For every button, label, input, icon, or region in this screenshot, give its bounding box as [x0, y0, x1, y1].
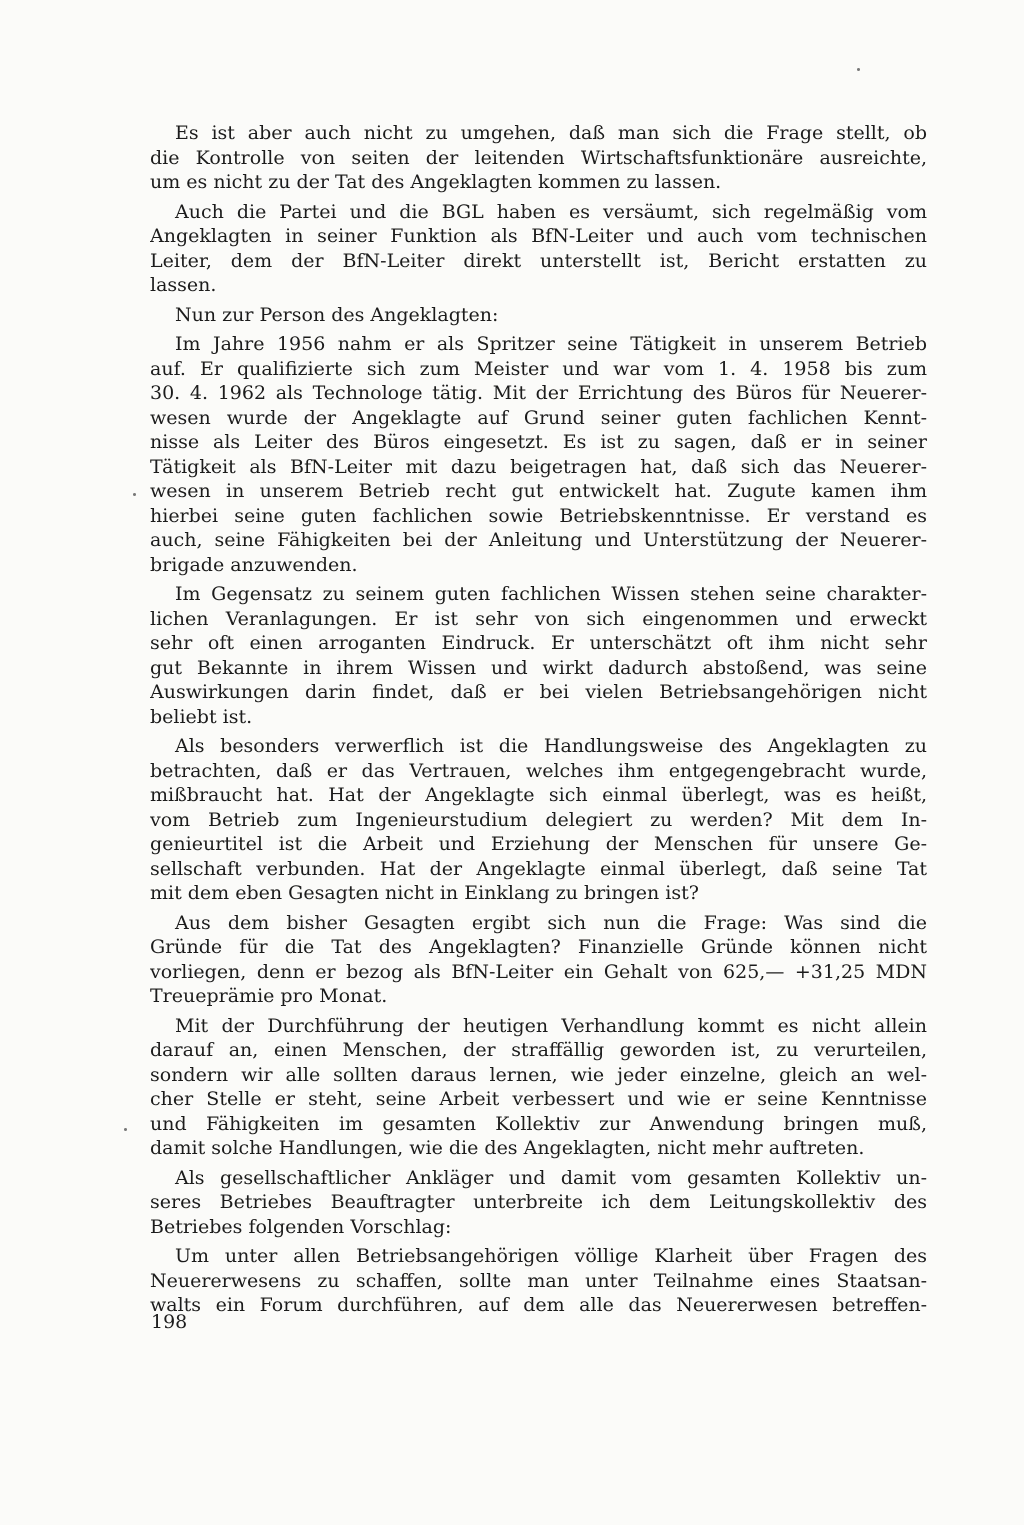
text-line: Im Gegensatz zu seinem guten fachlichen Wissen stehen seine charakter-	[175, 583, 927, 605]
paragraph	[150, 1244, 927, 1318]
text-line: um es nicht zu der Tat des Angeklagten kommen zu lassen.	[150, 171, 722, 193]
page-body	[150, 121, 927, 1323]
text-line: wesen wurde der Angeklagte auf Grund seiner guten fachlichen Kennt-	[150, 406, 927, 429]
paragraph	[150, 332, 927, 577]
text-line: auch, seine Fähigkeiten bei der Anleitung und Unterstützung der Neuerer-	[150, 529, 927, 551]
text-line: auf. Er qualifizierte sich zum Meister und war vom 1. 4. 1958 bis zum	[150, 357, 927, 380]
text-line: Aus dem bisher Gesagten ergibt sich nun die Frage: Was sind die	[175, 911, 927, 934]
text-line: betrachten, daß er das Vertrauen, welches ihm entgegengebracht wurde,	[150, 759, 927, 782]
text-line: Mit der Durchführung der heutigen Verhandlung kommt es nicht allein	[175, 1014, 927, 1037]
text-line: Betriebes folgenden Vorschlag:	[150, 1215, 452, 1238]
text-line: lassen.	[150, 274, 217, 296]
text-line: Auswirkungen darin findet, daß er bei vielen Betriebsangehörigen nicht	[150, 681, 927, 703]
scan-speck	[124, 1128, 127, 1131]
paragraph	[150, 1166, 927, 1240]
text-line: die Kontrolle von seiten der leitenden Wirtschaftsfunktionäre ausreichte,	[150, 146, 927, 169]
text-line: Angeklagten in seiner Funktion als BfN-Leiter und auch vom technischen	[150, 225, 927, 247]
paragraph	[150, 121, 927, 195]
paragraph	[150, 200, 927, 298]
text-line: Als gesellschaftlicher Ankläger und damit vom gesamten Kollektiv un-	[175, 1166, 927, 1189]
text-line: Neuererwesens zu schaffen, sollte man unter Teilnahme eines Staatsan-	[150, 1269, 927, 1292]
scan-speck	[857, 68, 860, 71]
paragraph	[150, 303, 927, 328]
text-line: Als besonders verwerflich ist die Handlungsweise des Angeklagten zu	[175, 735, 927, 757]
text-line: mit dem eben Gesagten nicht in Einklang zu bringen ist?	[150, 882, 699, 904]
text-line: beliebt ist.	[150, 705, 253, 728]
text-line: hierbei seine guten fachlichen sowie Betriebskenntnisse. Er verstand es	[150, 504, 927, 527]
text-line: vorliegen, denn er bezog als BfN-Leiter ein Gehalt von 625,— +31,25 MDN	[150, 960, 927, 983]
text-line: Es ist aber auch nicht zu umgehen, daß man sich die Frage stellt, ob	[175, 122, 927, 144]
text-line: walts ein Forum durchführen, auf dem alle das Neuererwesen betreffen-	[150, 1294, 927, 1316]
text-line: mißbraucht hat. Hat der Angeklagte sich einmal überlegt, was es heißt,	[150, 784, 927, 806]
text-line: Im Jahre 1956 nahm er als Spritzer seine Tätigkeit in unserem Betrieb	[175, 333, 927, 355]
text-line: Leiter, dem der BfN-Leiter direkt unterstellt ist, Bericht erstatten zu	[150, 249, 927, 272]
text-line: und Fähigkeiten im gesamten Kollektiv zur Anwendung bringen muß,	[150, 1112, 927, 1135]
paragraph	[150, 734, 927, 906]
text-line: Nun zur Person des Angeklagten:	[175, 303, 499, 326]
text-line: seres Betriebes Beauftragter unterbreite ich dem Leitungskollektiv des	[150, 1191, 927, 1213]
paragraph	[150, 582, 927, 729]
text-line: gut Bekannte in ihrem Wissen und wirkt dadurch abstoßend, was seine	[150, 656, 927, 679]
text-line: cher Stelle er steht, seine Arbeit verbessert und wie er seine Kenntnisse	[150, 1088, 927, 1110]
scan-speck	[133, 493, 136, 496]
text-line: Auch die Partei und die BGL haben es versäumt, sich regelmäßig vom	[175, 200, 927, 223]
text-line: darauf an, einen Menschen, der straffällig geworden ist, zu verurteilen,	[150, 1039, 927, 1061]
text-line: sellschaft verbunden. Hat der Angeklagte einmal überlegt, daß seine Tat	[150, 857, 927, 880]
text-line: Gründe für die Tat des Angeklagten? Finanzielle Gründe können nicht	[150, 936, 927, 958]
text-line: 30. 4. 1962 als Technologe tätig. Mit der Errichtung des Büros für Neuerer-	[150, 382, 927, 404]
text-line: brigade anzuwenden.	[150, 553, 358, 576]
text-line: genieurtitel ist die Arbeit und Erziehung der Menschen für unsere Ge-	[150, 833, 927, 855]
paragraph	[150, 911, 927, 1009]
text-line: lichen Veranlagungen. Er ist sehr von sich eingenommen und erweckt	[150, 607, 927, 630]
text-line: wesen in unserem Betrieb recht gut entwickelt hat. Zugute kamen ihm	[150, 480, 927, 502]
text-line: sehr oft einen arroganten Eindruck. Er unterschätzt oft ihm nicht sehr	[150, 632, 927, 654]
text-line: Treueprämie pro Monat.	[150, 985, 388, 1007]
text-line: nisse als Leiter des Büros eingesetzt. Es ist zu sagen, daß er in seiner	[150, 431, 927, 453]
paragraph	[150, 1014, 927, 1161]
text-line: sondern wir alle sollten daraus lernen, wie jeder einzelne, gleich an wel-	[150, 1063, 927, 1086]
text-line: vom Betrieb zum Ingenieurstudium delegiert zu werden? Mit dem In-	[150, 808, 927, 831]
text-line: damit solche Handlungen, wie die des Angeklagten, nicht mehr auftreten.	[150, 1137, 865, 1159]
text-line: Tätigkeit als BfN-Leiter mit dazu beigetragen hat, daß sich das Neuerer-	[150, 455, 927, 478]
text-line: Um unter allen Betriebsangehörigen völlige Klarheit über Fragen des	[175, 1245, 927, 1267]
page-number: 198	[151, 1311, 188, 1333]
